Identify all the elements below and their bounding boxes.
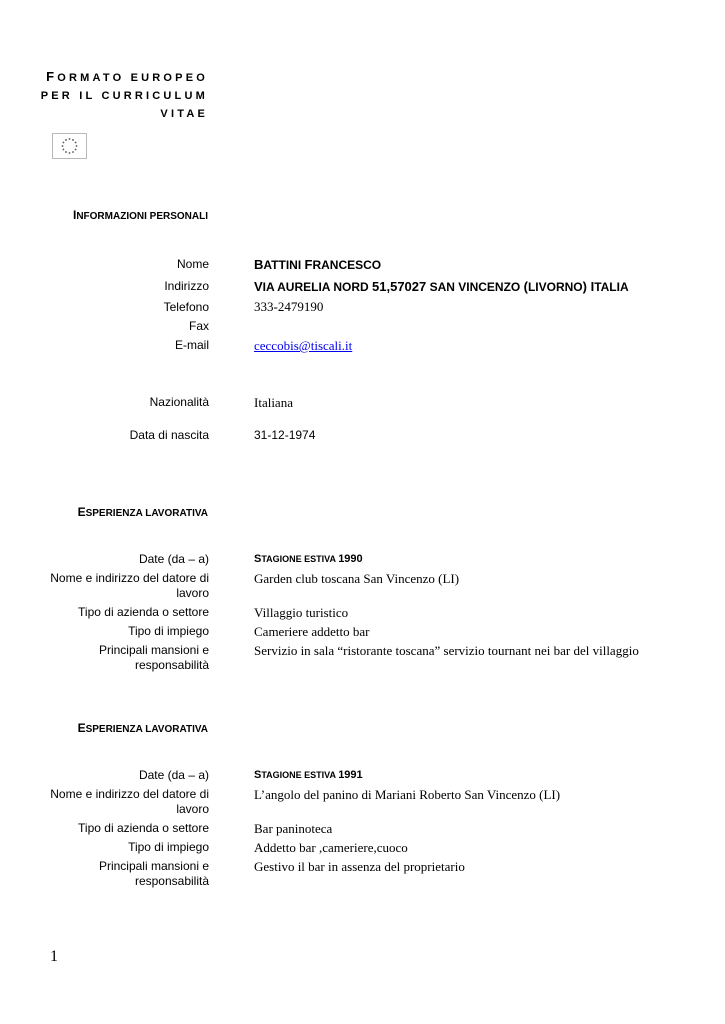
flag-star-icon: [76, 145, 78, 147]
value-datore: Garden club toscana San Vincenzo (LI): [254, 571, 460, 586]
flag-star-icon: [65, 139, 67, 141]
value-mansioni: Gestivo il bar in assenza del proprietario: [254, 859, 465, 874]
flag-star-icon: [63, 142, 65, 144]
label-email: E-mail: [174, 338, 209, 352]
label-telefono: Telefono: [163, 300, 209, 314]
value-tipo-impiego: Addetto bar ,cameriere,cuoco: [254, 840, 408, 855]
title-line-1: FORMATO EUROPEO: [46, 69, 208, 84]
value-tipo-impiego: Cameriere addetto bar: [254, 624, 370, 639]
label-data-nascita: Data di nascita: [129, 428, 209, 442]
flag-star-icon: [69, 152, 71, 154]
value-nazionalita: Italiana: [254, 395, 293, 410]
value-data-nascita: 31-12-1974: [254, 428, 316, 442]
value-date: STAGIONE ESTIVA 1990: [254, 553, 363, 565]
flag-star-icon: [63, 149, 65, 151]
flag-star-icon: [75, 142, 77, 144]
page-number: 1: [50, 948, 58, 965]
label-mansioni: Principali mansioni e responsabilità: [98, 643, 209, 672]
flag-star-icon: [62, 145, 64, 147]
label-datore: Nome e indirizzo del datore di lavoro: [50, 787, 209, 816]
label-nome: Nome: [176, 257, 209, 271]
flag-star-icon: [69, 138, 71, 140]
label-mansioni: Principali mansioni e responsabilità: [98, 859, 209, 888]
value-mansioni: Servizio in sala “ristorante toscana” servizio tournant nei bar del villaggio: [254, 643, 639, 658]
label-tipo-azienda: Tipo di azienda o settore: [78, 605, 209, 619]
label-datore: Nome e indirizzo del datore di lavoro: [50, 571, 209, 600]
flag-star-icon: [72, 139, 74, 141]
flag-star-icon: [72, 151, 74, 153]
value-tipo-azienda: Villaggio turistico: [254, 605, 349, 620]
section-heading-experience: ESPERIENZA LAVORATIVA: [77, 505, 208, 519]
label-tipo-azienda: Tipo di azienda o settore: [78, 821, 209, 835]
email-link[interactable]: ceccobis@tiscali.it: [254, 338, 353, 353]
value-date: STAGIONE ESTIVA 1991: [254, 769, 363, 781]
label-tipo-impiego: Tipo di impiego: [128, 624, 209, 638]
value-indirizzo: VIA AURELIA NORD 51,57027 SAN VINCENZO (LIVORNO) ITALIA: [254, 279, 629, 294]
label-indirizzo: Indirizzo: [164, 279, 209, 293]
section-heading-personal: INFORMAZIONI PERSONALI: [72, 208, 208, 222]
title-line-3: VITAE: [160, 108, 208, 120]
value-datore: L’angolo del panino di Mariani Roberto San Vincenzo (LI): [254, 787, 561, 802]
label-date: Date (da – a): [138, 552, 209, 566]
value-tipo-azienda: Bar paninoteca: [254, 821, 333, 836]
title-line-2: PER IL CURRICULUM: [40, 90, 208, 102]
flag-star-icon: [75, 149, 77, 151]
document-title: [40, 68, 208, 123]
value-telefono: 333-2479190: [254, 299, 324, 314]
value-nome: BATTINI FRANCESCO: [254, 257, 382, 272]
label-tipo-impiego: Tipo di impiego: [128, 840, 209, 854]
label-nazionalita: Nazionalità: [149, 395, 209, 409]
label-date: Date (da – a): [138, 768, 209, 782]
section-heading-experience: ESPERIENZA LAVORATIVA: [77, 721, 208, 735]
label-fax: Fax: [188, 319, 209, 333]
flag-star-icon: [65, 151, 67, 153]
eu-flag-icon: [52, 133, 87, 159]
